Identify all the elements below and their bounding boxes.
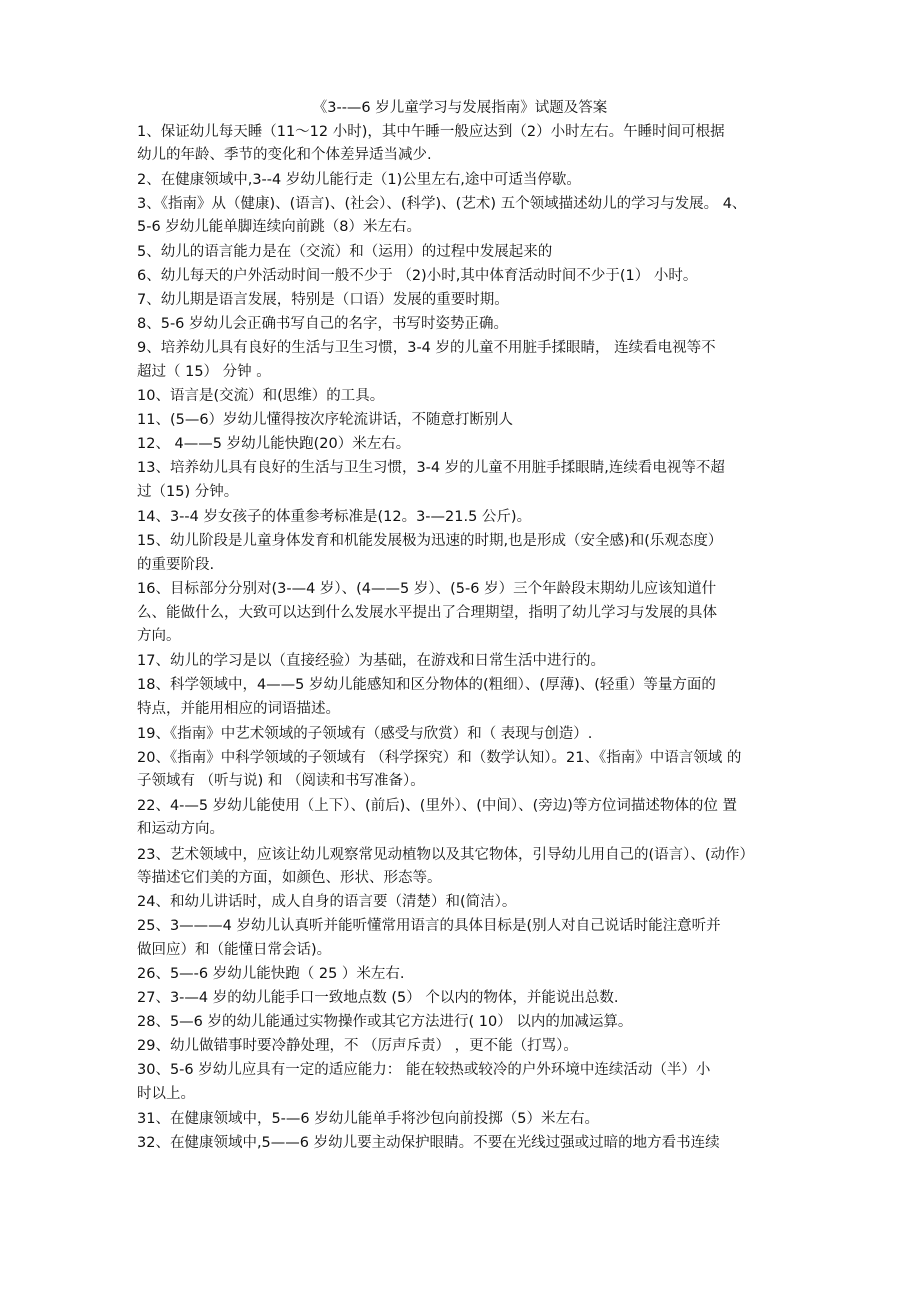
document-text-line: 22、4-—5 岁幼儿能使用（上下）、(前后)、(里外）、(中间）、(旁边)等方位词描述物体的位 置	[137, 798, 738, 814]
document-text-line: 8、5-6 岁幼儿会正确书写自己的名字，书写时姿势正确。	[137, 316, 509, 332]
document-text-line: 9、培养幼儿具有良好的生活与卫生习惯，3-4 岁的儿童不用脏手揉眼睛， 连续看电视等不	[137, 340, 716, 356]
document-text-line: 子领域有 （听与说) 和 （阅读和书写准备）。	[137, 773, 425, 789]
document-text-line: 18、科学领域中，4——5 岁幼儿能感知和区分物体的(粗细）、(厚薄)、(轻重）等量方面的	[137, 677, 716, 693]
document-text-line: 16、目标部分分别对(3-—4 岁）、(4——5 岁）、(5-6 岁）三个年龄段末期幼儿应该知道什	[137, 581, 717, 597]
document-text-line: 6、幼儿每天的户外活动时间一般不少于 （2)小时,其中体育活动时间不少于(1） 小时。	[137, 268, 698, 284]
document-text-line: 时以上。	[137, 1086, 195, 1102]
document-text-line: 做回应）和（能懂日常会话)。	[137, 942, 332, 958]
document-text-line: 30、5-6 岁幼儿应具有一定的适应能力： 能在较热或较冷的户外环境中连续活动（半）小	[137, 1062, 711, 1078]
document-text-line: 20、《指南》中科学领域的子领域有 （科学探究）和（数学认知）。21、《指南》中语言领域 的	[137, 750, 742, 766]
document-text-line: 2、在健康领域中,3--4 岁幼儿能行走（1)公里左右,途中可适当停歇。	[137, 172, 581, 188]
document-title: 《3--—6 岁儿童学习与发展指南》试题及答案	[312, 100, 608, 116]
document-text-line: 过（15) 分钟。	[137, 484, 239, 500]
document-text-line: 17、幼儿的学习是以（直接经验）为基础，在游戏和日常生活中进行的。	[137, 653, 605, 669]
document-text-line: 24、和幼儿讲话时，成人自身的语言要（清楚）和(简洁）。	[137, 894, 517, 910]
document-text-line: 13、培养幼儿具有良好的生活与卫生习惯，3-4 岁的儿童不用脏手揉眼睛,连续看电视等不超	[137, 460, 725, 476]
document-text-line: 12、 4——5 岁幼儿能快跑(20）米左右。	[137, 436, 411, 452]
document-text-line: 7、幼儿期是语言发展，特别是（口语）发展的重要时期。	[137, 292, 509, 308]
document-text-line: 和运动方向。	[137, 821, 224, 837]
document-text-line: 32、在健康领域中,5——6 岁幼儿要主动保护眼睛。不要在光线过强或过暗的地方看书连续	[137, 1135, 720, 1151]
document-text-line: 的重要阶段.	[137, 557, 215, 573]
document-text-line: 3、《指南》从（健康)、(语言)、(社会）、(科学)、(艺术) 五个领域描述幼儿的学习与发展。 4、	[137, 196, 747, 212]
document-text-line: 23、艺术领域中，应该让幼儿观察常见动植物以及其它物体，引导幼儿用自己的(语言）、(动作）	[137, 847, 755, 863]
document-text-line: 1、保证幼儿每天睡（11～12 小时)，其中午睡一般应达到（2）小时左右。午睡时间可根据	[137, 124, 725, 140]
document-text-line: 超过（ 15） 分钟 。	[137, 364, 271, 380]
document-text-line: 26、5—-6 岁幼儿能快跑（ 25 ）米左右.	[137, 966, 405, 982]
document-text-line: 幼儿的年龄、季节的变化和个体差异适当减少.	[137, 147, 432, 163]
document-text-line: 15、幼儿阶段是儿童身体发育和机能发展极为迅速的时期,也是形成（安全感)和(乐观态度）	[137, 533, 723, 549]
document-text-line: 31、在健康领域中，5-—6 岁幼儿能单手将沙包向前投掷（5）米左右。	[137, 1111, 599, 1127]
document-text-line: 5-6 岁幼儿能单脚连续向前跳（8）米左右。	[137, 219, 422, 235]
document-text-line: 等描述它们美的方面，如颜色、形状、形态等。	[137, 870, 442, 886]
document-text-line: 特点，并能用相应的词语描述。	[137, 701, 340, 717]
document-text-line: 14、3--4 岁女孩子的体重参考标准是(12。3-—21.5 公斤)。	[137, 509, 532, 525]
document-text-line: 27、3-—4 岁的幼儿能手口一致地点数 (5） 个以内的物体，并能说出总数.	[137, 990, 619, 1006]
document-text-line: 么、能做什么，大致可以达到什么发展水平提出了合理期望，指明了幼儿学习与发展的具体	[137, 605, 717, 621]
document-text-line: 5、幼儿的语言能力是在（交流）和（运用）的过程中发展起来的	[137, 244, 553, 260]
document-text-line: 11、(5—6）岁幼儿懂得按次序轮流讲话，不随意打断别人	[137, 412, 514, 428]
document-text-line: 25、3———4 岁幼儿认真听并能听懂常用语言的具体目标是(别人对自己说话时能注意听并	[137, 918, 721, 934]
document-text-line: 10、语言是(交流）和(思维）的工具。	[137, 388, 385, 404]
document-text-line: 19、《指南》中艺术领域的子领域有（感受与欣赏）和（ 表现与创造）.	[137, 726, 593, 742]
document-text-line: 29、幼儿做错事时要冷静处理，不 （厉声斥责） ，更不能（打骂）。	[137, 1038, 578, 1054]
document-text-line: 28、5—6 岁的幼儿能通过实物操作或其它方法进行( 10） 以内的加减运算。	[137, 1014, 633, 1030]
document-text-line: 方向。	[137, 628, 181, 644]
